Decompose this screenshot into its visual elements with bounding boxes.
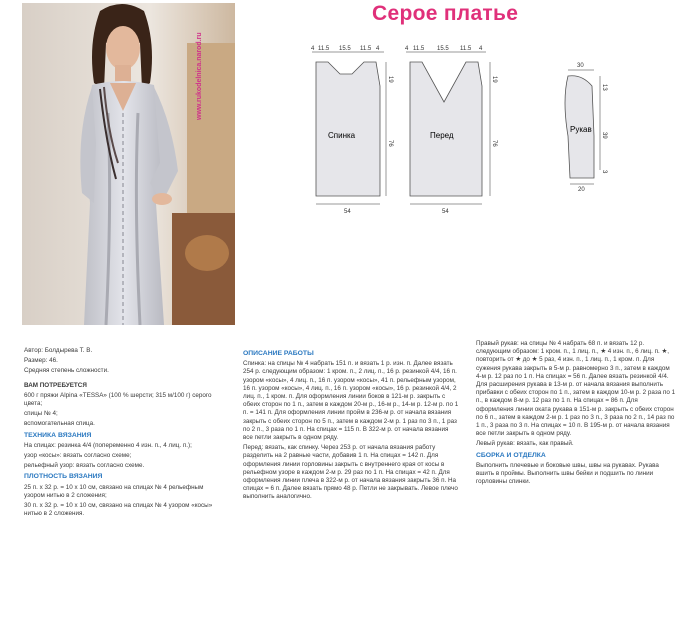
density-heading: ПЛОТНОСТЬ ВЯЗАНИЯ (24, 473, 103, 481)
right-sleeve-instructions: Правый рукав: на спицы № 4 набрать 68 п. и вязать 12 р. следующим образом: 1 кром. п., 1 лиц. п., ★ 4 изн. п., 6 лиц. п. ★, повторить от ★ до ★ 5 раз, 4 изн. п., 1 лиц. п., 1 кром. п. Для сужения рукава закрыть в 5-м р. равномерно 3 п., затем в каждом 4-м р. 12 раз по 1 п. На спицах = 56 п. Далее вязать резинкой 4/4. Для расширения рукава в 13-м р. от начала вязания выполнить прибавки с обеих сторон по 1 п., затем в каждом 10-м р. 2 раза по 1 п., в каждом 8-м р. 12 раз по 1 п. На спицах = 86 п. Для оформления линии оката рукава в 151-м р. закрыть с обеих сторон по 6 п., затем в каждом 2-м р. 1 раз по 3 п., 3 раза по 2 п., 14 раз по 1 п., 3 раза по 3 п. На спицах = 10 п. В 195-м р. от начала вязания все петли закрыть в одном ряду. (476, 340, 676, 438)
materials-heading: ВАМ ПОТРЕБУЕТСЯ (24, 381, 87, 389)
watermark: www.rukodelnica.narod.ru (196, 32, 203, 120)
difficulty: Средняя степень сложности. (24, 367, 109, 375)
sleeve-side-c: 3 (601, 170, 607, 174)
assembly-instructions: Выполнить плечевые и боковые швы, швы на рукавах. Рукава вшить в проймы. Выполнить швы бейки и подшить по линии горловины спинки. (476, 461, 659, 486)
density-2: 30 п. х 32 р. = 10 х 10 см, связано на спицах № 4 узором «косы» нитью в 2 сложения. (24, 502, 213, 518)
size: Размер: 46. (24, 357, 58, 365)
back-label: Спинка (328, 131, 356, 140)
front-side-top: 19 (491, 76, 497, 83)
technique-relief: рельефный узор: вязать согласно схеме. (24, 462, 145, 470)
front-bottom: 54 (442, 209, 449, 215)
density-1: 25 п. х 32 р. = 10 х 10 см, связано на спицах № 4 рельефным узором нитью в 2 сложения; (24, 483, 204, 499)
description-heading: ОПИСАНИЕ РАБОТЫ (243, 350, 314, 357)
technique-cables: узор «косы»: вязать согласно схеме; (24, 452, 132, 460)
sleeve-side-a: 13 (601, 84, 607, 91)
front-instructions: Перед: вязать, как спинку. Через 253 р. от начала вязания работу разделить на 2 равные части, добавив 1 п. На спицах = 142 п. Для оформления линии горловины закрыть с внутреннего края от косы в рельефном узоре в каждом 2-м р. 29 раз по 1 п. На спицах = 42 п. Для оформления линии плеча в 322-м р. от начала вязания закрыть 36 п. На спицах = 6 п. Далее вязать прямо 48 р. Петли не закрывать. Левое плечо выполнить аналогично. (243, 444, 458, 501)
pattern-diagrams (290, 40, 620, 220)
back-piece-diagram (311, 46, 393, 215)
author: Автор: Болдырева Т. В. (24, 347, 93, 354)
back-top-dim-1: 4 (311, 46, 315, 52)
back-top-dim-3: 15.5 (339, 46, 351, 52)
dress-photo-illustration (22, 3, 235, 325)
assembly-heading: СБОРКА И ОТДЕЛКА (476, 451, 546, 459)
left-sleeve-instructions: Левый рукав: вязать, как правый. (476, 440, 574, 448)
back-side-main: 76 (387, 140, 393, 147)
back-bottom: 54 (344, 209, 351, 215)
back-instructions: Спинка: на спицы № 4 набрать 151 п. и вязать 1 р. изн. п. Далее вязать 254 р. следующим образом: 1 кром. п., 2 лиц. п., 16 р. резинкой 4/4, 16 п. узором «косы», 4 лиц. п., 16 п. узором «косы», 41 п. рельефным узором, 16 п. узором «косы», 4 лиц. п., 16 п. узором «косы», 16 р. резинкой 4/4, 2 лиц. п., 1 кром. п. Для оформления линии боков в 121-м р. закрыть с обеих сторон по 1 п., затем в каждом 20-м р., 16-м р., 14-м р. 12-м р. по 1 п. = 141 п. Для оформления линии пройм в 236-м р. от начала вязания закрыть с обеих сторон по 5 п., затем в каждом 2-м р. 1 раз по 3 п., 1 раз по 2 п., 3 раза по 1 п. На спицах = 115 п. В 322-м р. от начала вязания все петли закрыть в одном ряду. (243, 360, 459, 442)
front-piece-diagram (405, 46, 497, 215)
sleeve-bottom: 20 (578, 187, 585, 193)
back-top-dim-2: 11.5 (318, 46, 330, 52)
back-side-top: 19 (387, 76, 393, 83)
sleeve-diagram (565, 63, 607, 193)
needles-info: спицы № 4; (24, 410, 58, 418)
aux-needle-info: вспомогательная спица. (24, 420, 95, 428)
back-top-dim-5: 4 (376, 46, 380, 52)
front-top-dim-1: 4 (405, 46, 409, 52)
back-top-dim-4: 11.5 (360, 46, 372, 52)
column-sleeves (476, 340, 676, 488)
model-photo (22, 3, 235, 325)
front-top-dim-2: 11.5 (413, 46, 425, 52)
sleeve-top: 30 (577, 63, 584, 69)
page-title: Серое платье (372, 2, 519, 25)
front-top-dim-3: 15.5 (437, 46, 449, 52)
column-materials (24, 347, 224, 520)
sleeve-side-b: 39 (601, 132, 607, 139)
front-label: Перед (430, 131, 454, 140)
technique-heading: ТЕХНИКА ВЯЗАНИЯ (24, 431, 92, 439)
column-description (243, 347, 460, 504)
front-top-dim-4: 11.5 (460, 46, 472, 52)
sleeve-label: Рукав (570, 125, 592, 134)
technique-rib: На спицах: резинка 4/4 (попеременно 4 изн. п., 4 лиц. п.); (24, 441, 192, 449)
yarn-info: 600 г пряжи Alpina «TESSA» (100 % шерсти; 315 м/100 г) серого цвета; (24, 391, 212, 408)
front-top-dim-5: 4 (479, 46, 483, 52)
front-side-main: 76 (491, 140, 497, 147)
